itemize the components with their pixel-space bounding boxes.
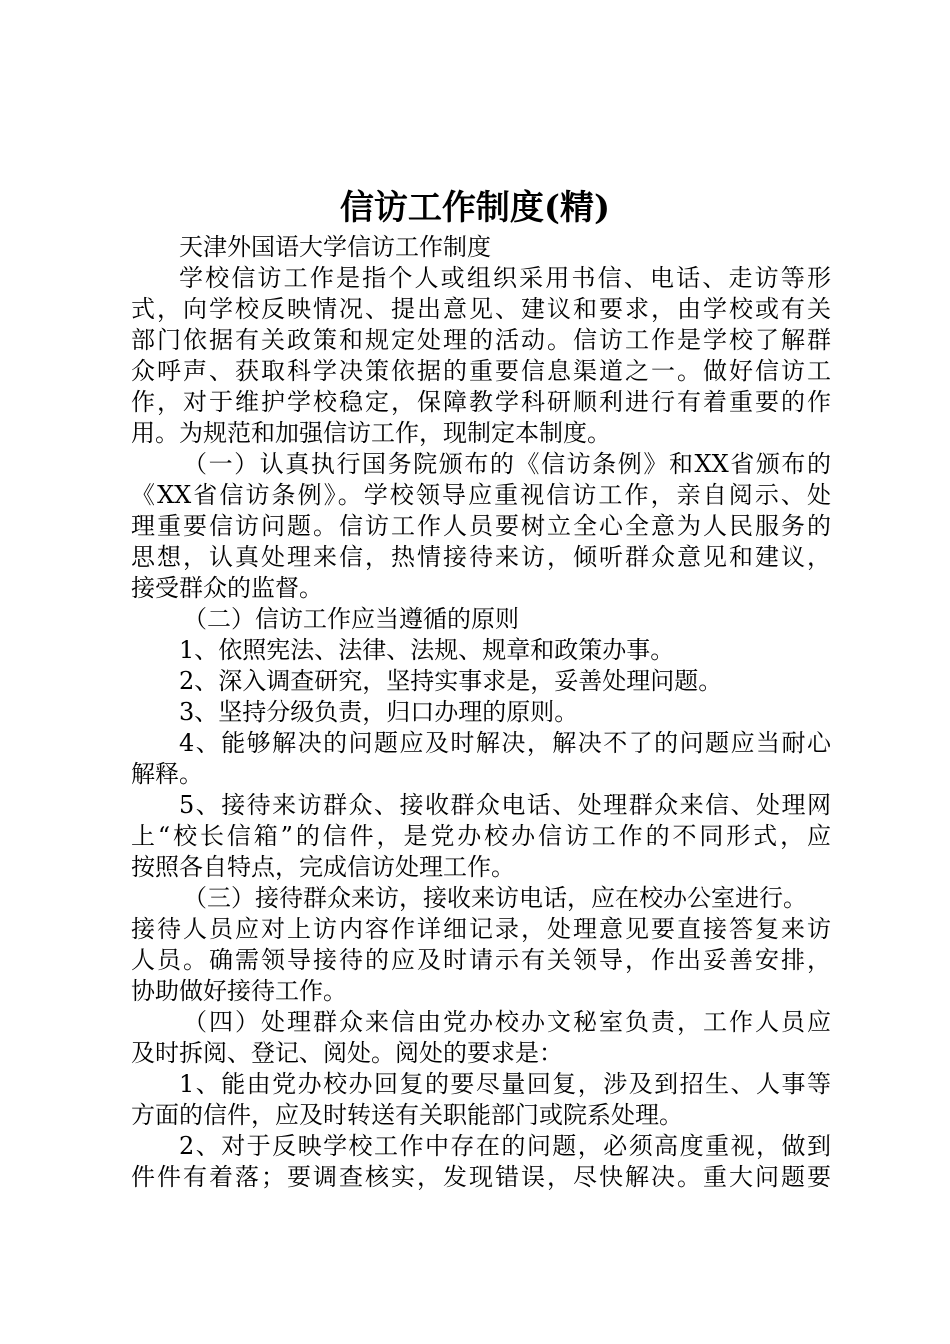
list-item: 2、对于反映学校工作中存在的问题，必须高度重视，做到: [179, 1132, 831, 1160]
list-item: 按照各自特点，完成信访处理工作。: [131, 853, 515, 881]
document-body: [131, 232, 831, 1193]
paragraph-line: 《XX省信访条例》。学校领导应重视信访工作，亲自阅示、处: [131, 481, 831, 509]
paragraph-line: （四）处理群众来信由党办校办文秘室负责，工作人员应: [183, 1008, 831, 1036]
paragraph-line: 用。为规范和加强信访工作，现制定本制度。: [131, 419, 611, 447]
paragraph-line: 作，对于维护学校稳定，保障教学科研顺利进行有着重要的作: [131, 388, 831, 416]
paragraph-line: 接待人员应对上访内容作详细记录，处理意见要直接答复来访: [131, 915, 831, 943]
list-item: 解释。: [131, 760, 203, 788]
list-item: 4、能够解决的问题应及时解决，解决不了的问题应当耐心: [179, 729, 831, 757]
paragraph-line: 众呼声、获取科学决策依据的重要信息渠道之一。做好信访工: [131, 357, 831, 385]
list-item: 上“校长信箱”的信件，是党办校办信访工作的不同形式，应: [131, 822, 831, 850]
paragraph-line: 部门依据有关政策和规定处理的活动。信访工作是学校了解群: [131, 326, 831, 354]
paragraph-line: 式，向学校反映情况、提出意见、建议和要求，由学校或有关: [131, 295, 831, 323]
paragraph-line: 及时拆阅、登记、阅处。阅处的要求是：: [131, 1039, 563, 1067]
paragraph-line: 思想，认真处理来信，热情接待来访，倾听群众意见和建议，: [131, 543, 831, 571]
subtitle-line: 天津外国语大学信访工作制度: [179, 233, 491, 261]
paragraph-line: 人员。确需领导接待的应及时请示有关领导，作出妥善安排，: [131, 946, 831, 974]
paragraph-line: （三）接待群众来访，接收来访电话，应在校办公室进行。: [183, 884, 807, 912]
list-item: 3、坚持分级负责，归口办理的原则。: [179, 698, 579, 726]
paragraph-line: 接受群众的监督。: [131, 574, 323, 602]
list-item: 1、依照宪法、法律、法规、规章和政策办事。: [179, 636, 675, 664]
paragraph-line: （二）信访工作应当遵循的原则: [183, 605, 519, 633]
list-item: 5、接待来访群众、接收群众电话、处理群众来信、处理网: [179, 791, 831, 819]
list-item: 1、能由党办校办回复的要尽量回复，涉及到招生、人事等: [179, 1070, 831, 1098]
list-item: 方面的信件，应及时转送有关职能部门或院系处理。: [131, 1101, 683, 1129]
paragraph-line: 协助做好接待工作。: [131, 977, 347, 1005]
document-title: 信访工作制度(精): [339, 188, 611, 228]
paragraph-line: （一）认真执行国务院颁布的《信访条例》和XX省颁布的: [183, 450, 831, 478]
paragraph-line: 学校信访工作是指个人或组织采用书信、电话、走访等形: [179, 264, 831, 292]
list-item: 件件有着落；要调查核实，发现错误，尽快解决。重大问题要: [131, 1163, 831, 1191]
list-item: 2、深入调查研究，坚持实事求是，妥善处理问题。: [179, 667, 723, 695]
paragraph-line: 理重要信访问题。信访工作人员要树立全心全意为人民服务的: [131, 512, 831, 540]
